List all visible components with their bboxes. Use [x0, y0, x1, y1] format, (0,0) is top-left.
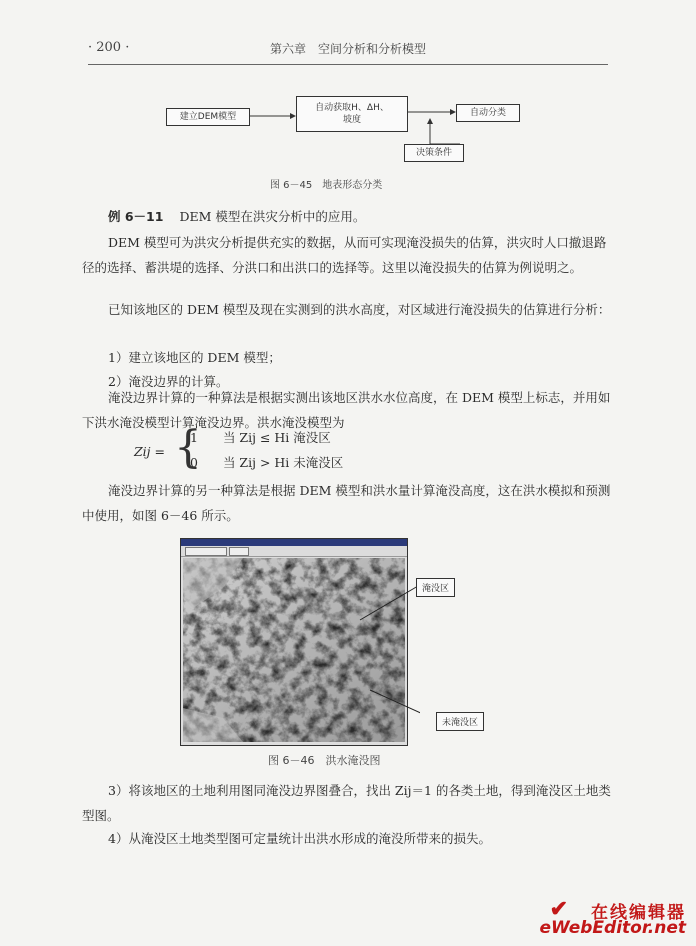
- step-4: 4）从淹没区土地类型图可定量统计出洪水形成的淹没所带来的损失。: [108, 831, 491, 846]
- callout-lines: [300, 560, 420, 760]
- figure-6-46-caption: 图 6－46 洪水淹没图: [268, 754, 381, 767]
- flow-box-decision: 决策条件: [404, 144, 464, 162]
- formula-row-1: 1 当 Zij ≤ Hi 淹没区: [190, 430, 331, 445]
- example-heading: [82, 204, 612, 229]
- page-number: · 200 ·: [88, 40, 130, 55]
- flowchart-6-45: [160, 92, 540, 172]
- flood-model-formula: [108, 422, 408, 478]
- paragraph-1: DEM 模型可为洪灾分析提供充实的数据，从而可实现淹没损失的估算，洪灾时人口撤退路径的选择、蓄洪堤的选择、分洪口和出洪口的选择等。这里以淹没损失的估算为例说明之。: [82, 235, 607, 275]
- step-1: 1）建立该地区的 DEM 模型；: [108, 350, 281, 365]
- flow-box-auto-extract-line1: 自动获取H、ΔH、: [315, 103, 389, 113]
- flow-box-auto-extract-line2: 坡度: [342, 115, 361, 125]
- label-flooded-area: 淹没区: [416, 578, 455, 597]
- example-title: DEM 模型在洪灾分析中的应用。: [179, 209, 366, 224]
- example-label: 例 6－11: [108, 209, 164, 224]
- flow-box-build-dem: 建立DEM模型: [166, 108, 250, 126]
- label-not-flooded-area: 未淹没区: [436, 712, 484, 731]
- screenshot-button: [229, 547, 249, 556]
- formula-brace: {: [174, 422, 202, 473]
- paragraph-4: 淹没边界计算的另一种算法是根据 DEM 模型和洪水量计算淹没高度，这在洪水模拟和预测中使用，如图 6－46 所示。: [82, 483, 611, 523]
- watermark-line-2: eWebEditor.net: [539, 918, 686, 938]
- formula-lhs: Zij =: [134, 444, 166, 459]
- screenshot-titlebar: [181, 539, 407, 546]
- formula-row-2: 0 当 Zij > Hi 未淹没区: [190, 455, 344, 470]
- running-header: [88, 40, 608, 62]
- step-2: 2）淹没边界的计算。: [108, 374, 229, 389]
- step-3: 3）将该地区的土地利用图同淹没边界图叠合，找出 Zij＝1 的各类土地，得到淹没区土地类型图。: [82, 783, 611, 823]
- flow-box-auto-extract: [296, 96, 408, 132]
- header-rule: [88, 64, 608, 65]
- checkmark-icon: ✔: [549, 896, 568, 922]
- screenshot-button: [185, 547, 227, 556]
- figure-6-45-caption: 图 6－45 地表形态分类: [270, 180, 383, 191]
- screenshot-menubar: [181, 546, 407, 557]
- chapter-title: 第六章 空间分析和分析模型: [269, 42, 426, 56]
- watermark-logo: [496, 898, 686, 942]
- paragraph-3: 淹没边界计算的一种算法是根据实测出该地区洪水水位高度，在 DEM 模型上标志，并用如下洪水淹没模型计算淹没边界。洪水淹没模型为: [82, 390, 611, 430]
- flow-box-auto-classify: 自动分类: [456, 104, 520, 122]
- paragraph-2: 已知该地区的 DEM 模型及现在实测到的洪水高度，对区域进行淹没损失的估算进行分析：: [108, 302, 611, 317]
- watermark-line-1: 在线编辑器: [591, 903, 686, 923]
